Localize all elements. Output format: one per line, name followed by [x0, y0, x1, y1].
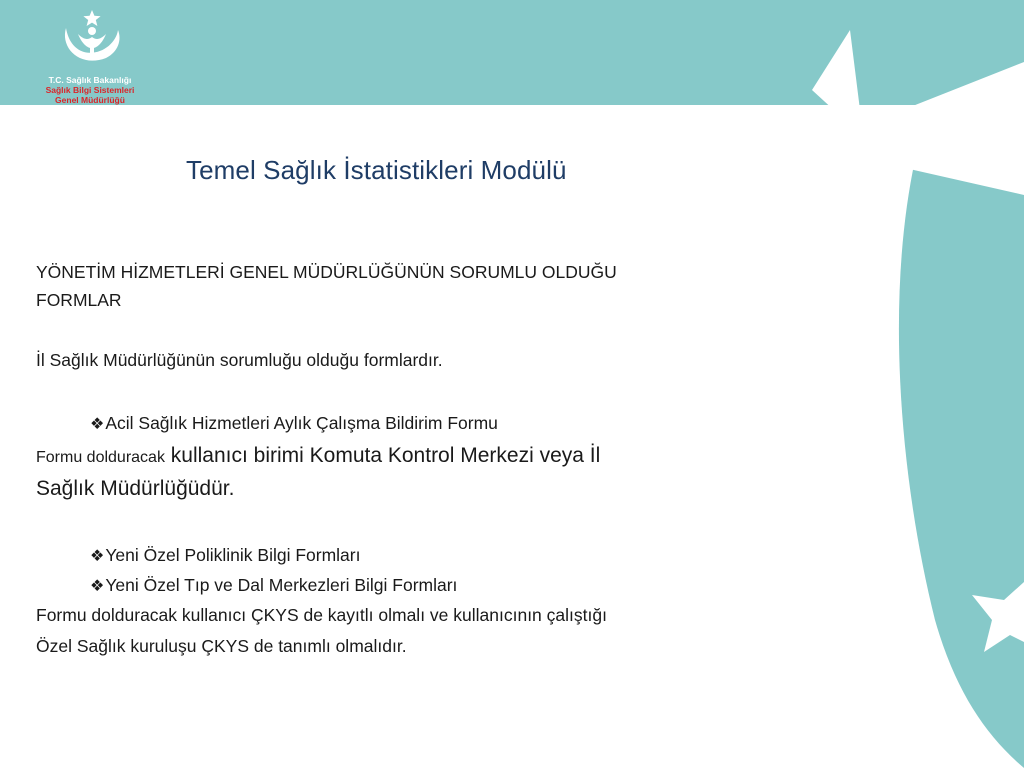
- slide-title: Temel Sağlık İstatistikleri Modülü: [186, 155, 567, 185]
- paragraph-1-lead: Formu dolduracak: [36, 449, 165, 466]
- page-number: 12: [978, 731, 993, 746]
- bullet-diamond-icon: ❖: [90, 578, 105, 595]
- list-item-text: Acil Sağlık Hizmetleri Aylık Çalışma Bildirim Formu: [105, 413, 498, 433]
- logo-line-3: Genel Müdürlüğü: [55, 95, 125, 105]
- paragraph-2-line-1: Formu dolduracak kullanıcı ÇKYS de kayıtlı olmalı ve kullanıcının çalıştığı: [36, 605, 607, 625]
- list-item: [90, 413, 498, 435]
- bullet-diamond-icon: ❖: [90, 548, 105, 565]
- paragraph-1-rest: kullanıcı birimi Komuta Kontrol Merkezi veya İl: [164, 444, 601, 467]
- logo-line-2: Sağlık Bilgi Sistemleri: [45, 85, 135, 95]
- bullet-diamond-icon: ❖: [90, 416, 105, 433]
- list-item: [90, 545, 360, 567]
- list-item-text: Yeni Özel Poliklinik Bilgi Formları: [105, 545, 361, 565]
- paragraph-1-line-1: [36, 444, 600, 470]
- paragraph-2-line-2: Özel Sağlık kuruluşu ÇKYS de tanımlı olmalıdır.: [36, 636, 407, 656]
- list-item: [90, 575, 457, 597]
- logo-line-1: T.C. Sağlık Bakanlığı: [48, 75, 132, 85]
- heading-line-2: FORMLAR: [36, 290, 122, 310]
- ministry-logo: [30, 4, 150, 108]
- paragraph-1-line-2: Sağlık Müdürlüğüdür.: [36, 477, 235, 500]
- list-item-text: Yeni Özel Tıp ve Dal Merkezleri Bilgi Formları: [105, 575, 458, 595]
- logo-emblem-icon: [52, 4, 128, 74]
- intro-text: İl Sağlık Müdürlüğünün sorumluğu olduğu formlardır.: [36, 350, 443, 370]
- heading-line-1: YÖNETİM HİZMETLERİ GENEL MÜDÜRLÜĞÜNÜN SORUMLU OLDUĞU: [36, 262, 617, 282]
